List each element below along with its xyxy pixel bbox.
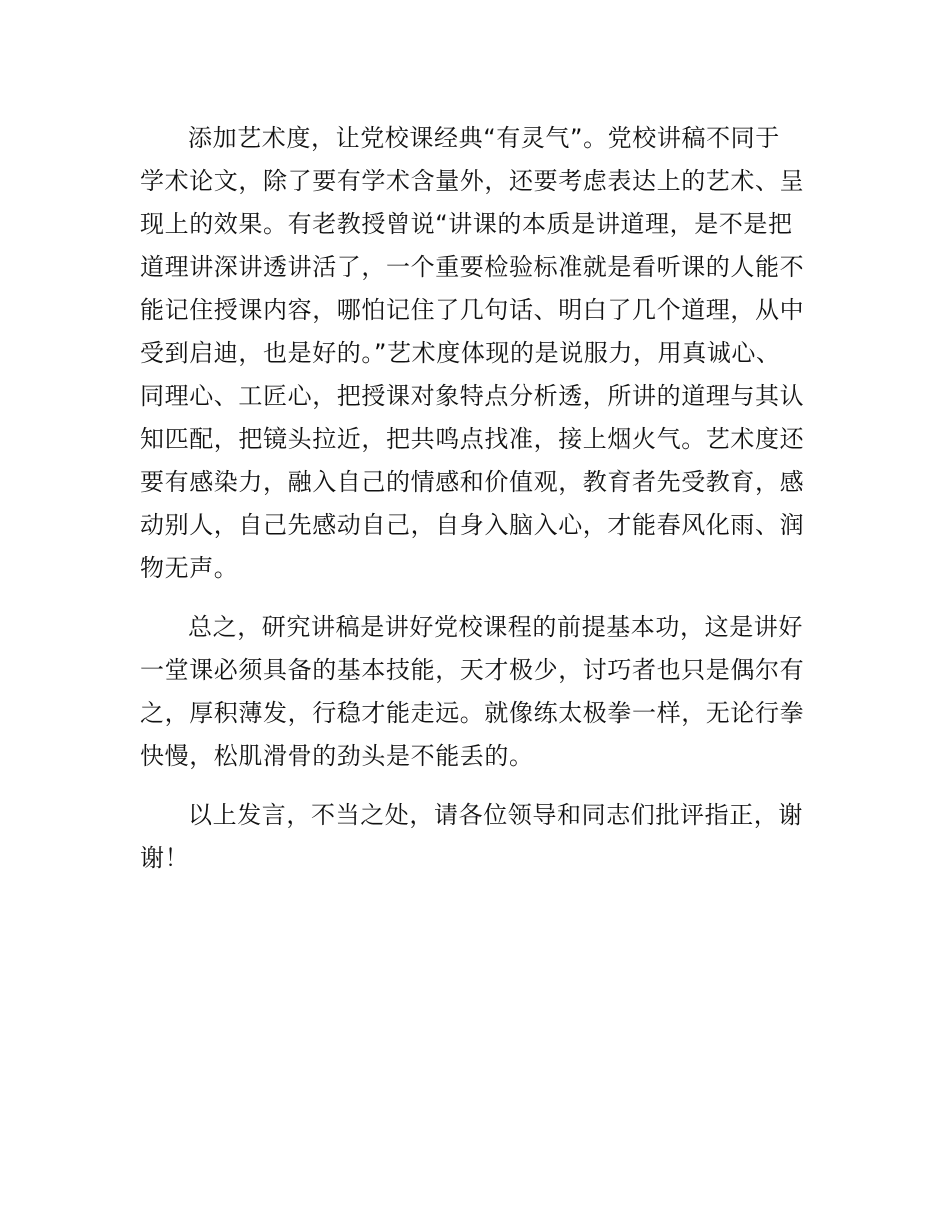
paragraph-closing (140, 794, 812, 880)
text-line: 现上的效果。有老教授曾说“讲课的本质是讲道理，是不是把 (140, 210, 793, 238)
text-line: 学术论文，除了要有学术含量外，还要考虑表达上的艺术、呈 (140, 167, 805, 195)
text-line: 物无声。 (140, 554, 239, 582)
text-line: 能记住授课内容，哪怕记住了几句话、明白了几个道理，从中 (140, 296, 805, 324)
paragraph-summary (140, 606, 812, 778)
text-line: 之，厚积薄发，行稳才能走远。就像练太极拳一样，无论行拳 (140, 699, 805, 727)
text-line: 快慢，松肌滑骨的劲头是不能丢的。 (140, 742, 534, 770)
text-line: 知匹配，把镜头拉近，把共鸣点找准，接上烟火气。艺术度还 (140, 425, 805, 453)
paragraph-artistry (140, 117, 812, 590)
text-line: 同理心、工匠心，把授课对象特点分析透，所讲的道理与其认 (140, 382, 805, 410)
text-line: 一堂课必须具备的基本技能，天才极少，讨巧者也只是偶尔有 (140, 656, 805, 684)
text-line: 动别人，自己先感动自己，自身入脑入心，才能春风化雨、润 (140, 511, 805, 539)
text-line: 谢！ (140, 844, 190, 872)
text-line: 以上发言，不当之处，请各位领导和同志们批评指正，谢 (188, 801, 803, 829)
text-line: 总之，研究讲稿是讲好党校课程的前提基本功，这是讲好 (188, 613, 803, 641)
text-line: 要有感染力，融入自己的情感和价值观，教育者先受教育，感 (140, 468, 805, 496)
text-line: 受到启迪，也是好的。”艺术度体现的是说服力，用真诚心、 (140, 339, 781, 367)
text-line: 添加艺术度，让党校课经典“有灵气”。党校讲稿不同于 (188, 124, 780, 152)
text-line: 道理讲深讲透讲活了，一个重要检验标准就是看听课的人能不 (140, 253, 805, 281)
document-body (140, 117, 812, 896)
